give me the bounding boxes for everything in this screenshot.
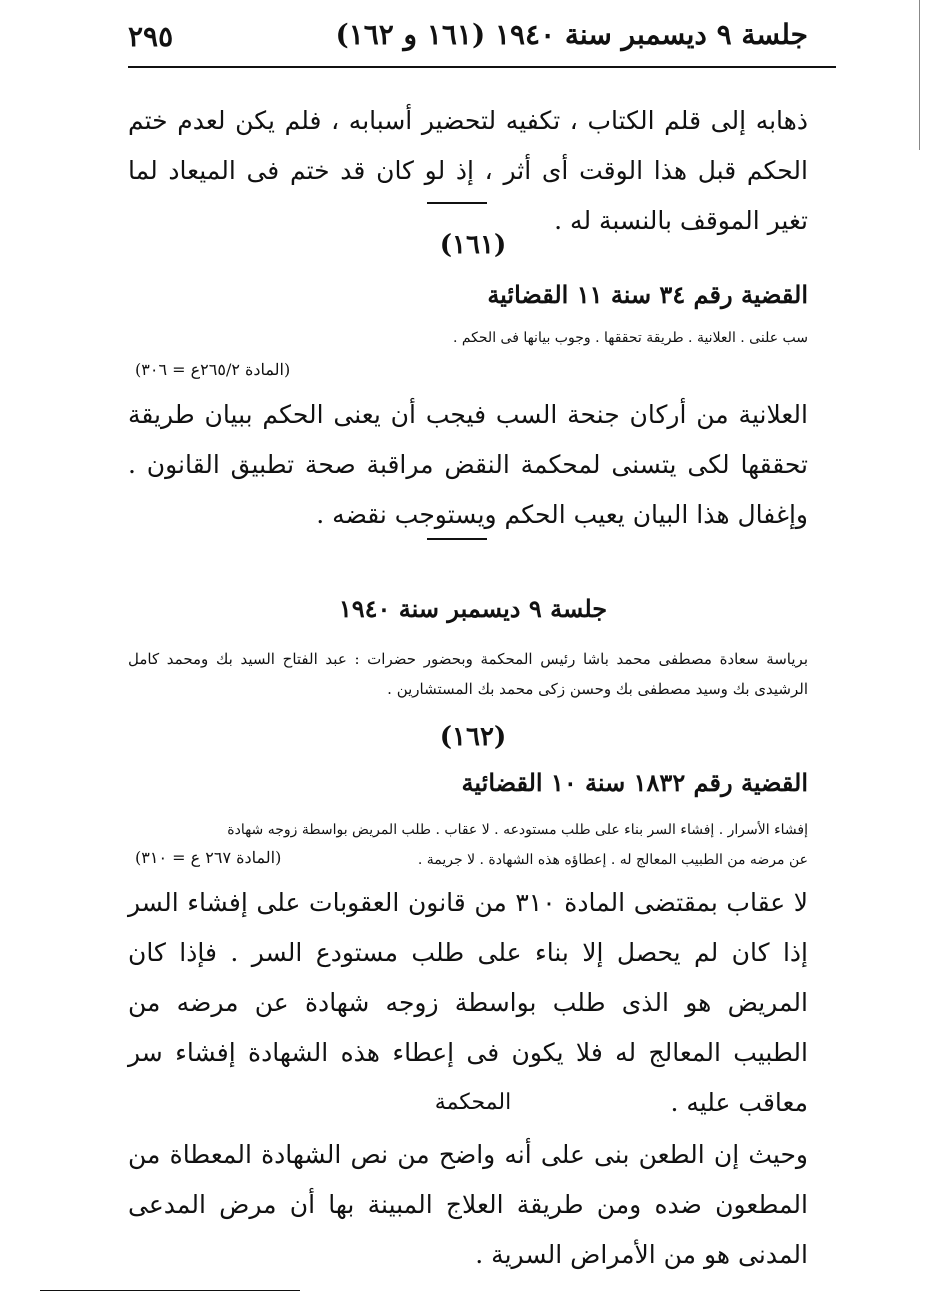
case-161-principle: العلانية من أركان جنحة السب فيجب أن يعنى الحكم ببيان طريقة تحققها لكى يتسنى لمحكمة النقض مراقبة صحة تطبيق القانون . وإغفال هذا البيان يعيب الحكم ويستوجب نقضه . xyxy=(128,400,808,529)
case-162-summary-line-2: عن مرضه من الطبيب المعالج له . إعطاؤه هذه الشهادة . لا جريمة . xyxy=(417,852,808,868)
separator-rule xyxy=(427,538,487,540)
session-title: جلسة ٩ ديسمبر سنة ١٩٤٠ xyxy=(338,594,608,623)
separator-rule xyxy=(427,202,487,204)
case-161-number: (١٦١) xyxy=(439,230,507,260)
case-161-article-ref: (المادة ٢٦٥/٢ع = ٣٠٦) xyxy=(135,360,291,379)
court-heading: المحكمة xyxy=(434,1090,512,1115)
intro-paragraph: ذهابه إلى قلم الكتاب ، تكفيه لتحضير أسبابه ، فلم يكن لعدم ختم الحكم قبل هذا الوقت أى أثر ، إذ لو كان قد ختم فى الميعاد لما تغير الموقف بالنسبة له . xyxy=(128,106,808,235)
case-161-summary: سب علنى . العلانية . طريقة تحققها . وجوب بيانها فى الحكم . xyxy=(452,330,808,346)
case-162-number: (١٦٢) xyxy=(439,722,507,752)
header-rule xyxy=(128,66,836,68)
case-161-title: القضية رقم ٣٤ سنة ١١ القضائية xyxy=(487,280,808,309)
case-162-article-ref: (المادة ٢٦٧ ع = ٣١٠) xyxy=(135,848,282,867)
case-162-title: القضية رقم ١٨٣٢ سنة ١٠ القضائية xyxy=(461,768,808,797)
case-162-summary-line-1: إفشاء الأسرار . إفشاء السر بناء على طلب مستودعه . لا عقاب . طلب المريض بواسطة زوجه شهادة xyxy=(227,822,808,838)
case-162-principle: لا عقاب بمقتضى المادة ٣١٠ من قانون العقوبات على إفشاء السر إذا كان لم يحصل إلا بناء على طلب مستودع السر . فإذا كان المريض هو الذى طلب بواسطة زوجه شهادة عن مرضه من الطبيب المعالج له فلا يكون فى إعطاء هذه الشهادة إفشاء سر معاقب عليه . xyxy=(128,888,808,1117)
bottom-edge-line xyxy=(40,1290,300,1291)
court-paragraph: وحيث إن الطعن بنى على أنه واضح من نص الشهادة المعطاة من المطعون ضده ومن طريقة العلاج المبينة بها أن مرض المدعى المدنى هو من الأمراض السرية . xyxy=(128,1140,808,1269)
session-composition: برياسة سعادة مصطفى محمد باشا رئيس المحكمة وبحضور حضرات : عبد الفتاح السيد بك ومحمد كامل الرشيدى بك وسيد مصطفى بك وحسن زكى محمد بك المستشارين . xyxy=(128,650,808,698)
page-number: ٢٩٥ xyxy=(128,20,174,53)
running-header-title: جلسة ٩ ديسمبر سنة ١٩٤٠ (١٦١ و ١٦٢) xyxy=(335,18,808,51)
right-edge-line xyxy=(919,0,920,150)
